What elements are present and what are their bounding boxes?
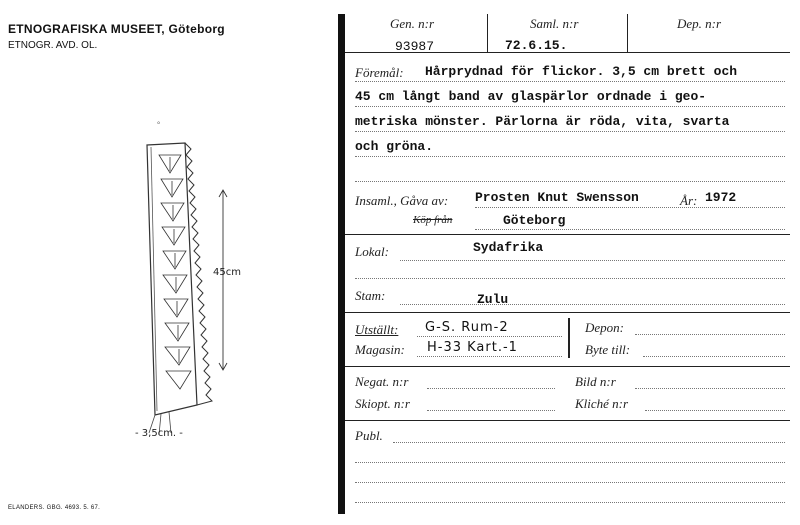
svg-text:°: ° [157,120,161,129]
utstallt-label: Utställt: [355,322,399,337]
foremal-label: Föremål: [355,65,404,80]
negat-label: Negat. n:r [355,374,409,389]
gen-nr-label: Gen. n:r [390,16,435,31]
stam-value: Zulu [477,292,509,307]
lokal-label: Lokal: [355,244,389,259]
magasin-value: H-33 Kart.-1 [427,340,518,355]
saml-nr-label: Saml. n:r [530,16,579,31]
bild-label: Bild n:r [575,374,616,389]
publ-label: Publ. [355,428,383,443]
dep-nr-label: Dep. n:r [677,16,722,31]
foremal-line-3: metriska mönster. Pärlorna är röda, vita, svarta [355,114,730,129]
card-divider [338,14,345,514]
insaml-value: Prosten Knut Swensson [475,190,639,205]
magasin-label: Magasin: [355,342,405,357]
kop-value: Göteborg [503,213,566,228]
gen-nr-value: 93987 [395,39,435,54]
width-label: - 3,5cm. - [135,428,183,439]
utstallt-value: G-S. Rum-2 [425,320,509,335]
stam-label: Stam: [355,288,386,303]
skiopt-label: Skiopt. n:r [355,396,410,411]
cliche-label: Kliché n:r [575,396,629,411]
printer-note: ELANDERS. GBG. 4693. 5. 67. [8,505,101,511]
kop-label: Köp från [413,214,453,226]
foremal-line-1: Hårprydnad för flickor. 3,5 cm brett och [425,64,738,79]
height-label: 45cm [213,267,241,278]
museum-name: ETNOGRAFISKA MUSEET, Göteborg [8,22,225,36]
foremal-line-2: 45 cm långt band av glaspärlor ordnade i geo- [355,89,707,104]
department-label: ETNOGR. AVD. OL. [8,40,98,51]
byte-label: Byte till: [585,342,631,357]
catalog-card [345,14,790,514]
left-panel [0,0,340,525]
foremal-line-4: och gröna. [355,139,434,154]
lokal-value: Sydafrika [473,240,544,255]
saml-nr-value: 72.6.15. [505,38,568,53]
depon-label: Depon: [585,320,624,335]
insaml-label: Insaml., Gåva av: [355,193,449,208]
beadwork-sketch [125,115,265,445]
ar-label: År: [680,193,698,208]
ar-value: 1972 [705,190,737,205]
